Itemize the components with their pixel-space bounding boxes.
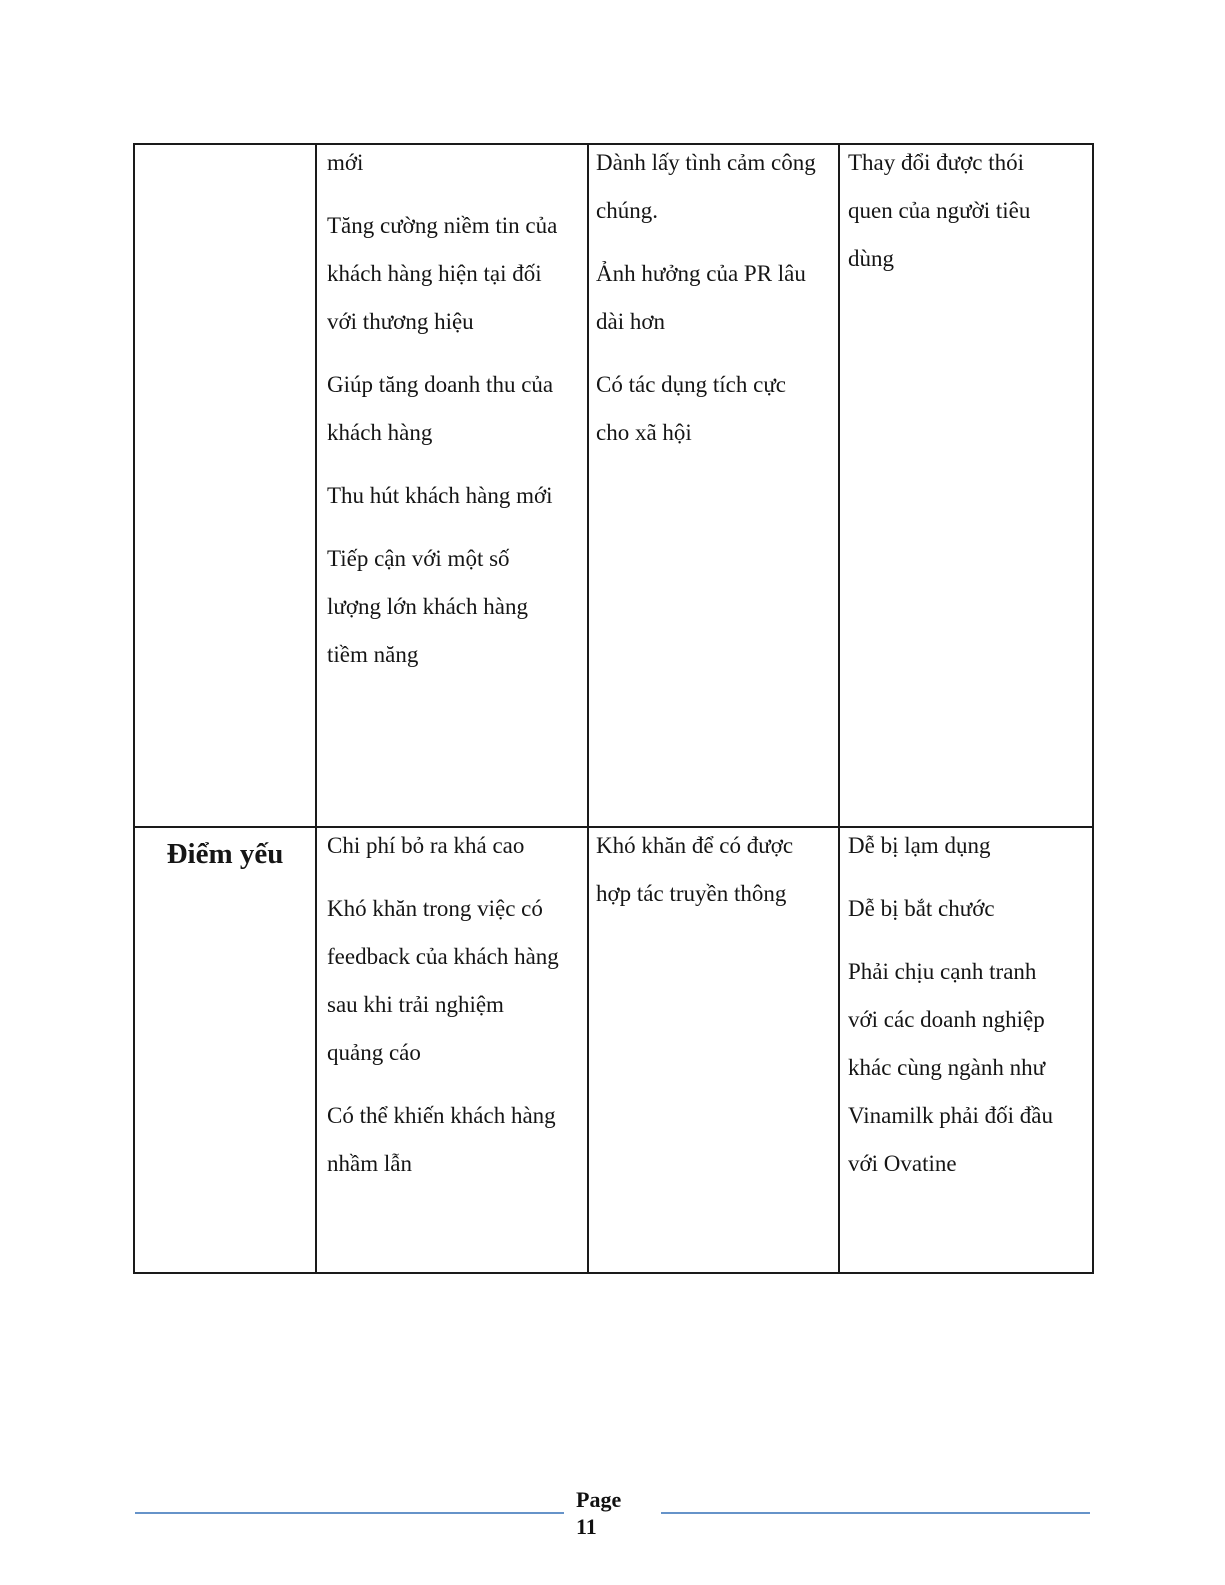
page-number: 11 — [576, 1514, 597, 1539]
cell-paragraph: mới — [327, 150, 364, 175]
cell-paragraph: Dành lấy tình cảm công chúng. — [596, 150, 816, 223]
table-cell — [588, 144, 839, 827]
page-number-block — [564, 1486, 661, 1540]
cell-paragraph: Tiếp cận với một số lượng lớn khách hàng tiềm năng — [327, 546, 528, 667]
cell-paragraph: Thu hút khách hàng mới — [327, 483, 553, 508]
swot-table — [133, 143, 1094, 1274]
row-label-cell — [134, 144, 316, 827]
table-cell — [588, 827, 839, 1273]
cell-paragraph: Có thể khiến khách hàng nhầm lẫn — [327, 1103, 556, 1176]
table-cell — [316, 144, 588, 827]
cell-paragraph: Khó khăn trong việc có feedback của khách hàng sau khi trải nghiệm quảng cáo — [327, 896, 559, 1065]
table-cell — [316, 827, 588, 1273]
cell-paragraph: Có tác dụng tích cực cho xã hội — [596, 372, 787, 445]
footer-rule-left — [135, 1512, 564, 1514]
cell-paragraph: Thay đổi được thói quen của người tiêu dùng — [848, 150, 1031, 271]
cell-paragraph: Ảnh hưởng của PR lâu dài hơn — [596, 261, 806, 334]
page-footer — [135, 1486, 1090, 1540]
cell-paragraph: Tăng cường niềm tin của khách hàng hiện tại đối với thương hiệu — [327, 213, 558, 334]
table-cell — [839, 827, 1093, 1273]
cell-paragraph: Khó khăn để có được hợp tác truyền thông — [596, 833, 794, 906]
table-row — [134, 144, 1093, 827]
cell-paragraph: Dễ bị bắt chước — [848, 896, 995, 921]
table-row — [134, 827, 1093, 1273]
cell-paragraph: Dễ bị lạm dụng — [848, 833, 991, 858]
row-label: Điểm yếu — [166, 838, 284, 870]
page-label: Page — [576, 1487, 622, 1512]
row-label-cell — [134, 827, 316, 1273]
table-cell — [839, 144, 1093, 827]
cell-paragraph: Phải chịu cạnh tranh với các doanh nghiệp khác cùng ngành như Vinamilk phải đối đầu với Ovatine — [848, 959, 1053, 1176]
cell-paragraph: Giúp tăng doanh thu của khách hàng — [327, 372, 554, 445]
cell-paragraph: Chi phí bỏ ra khá cao — [327, 833, 525, 858]
footer-rule-right — [661, 1512, 1090, 1514]
